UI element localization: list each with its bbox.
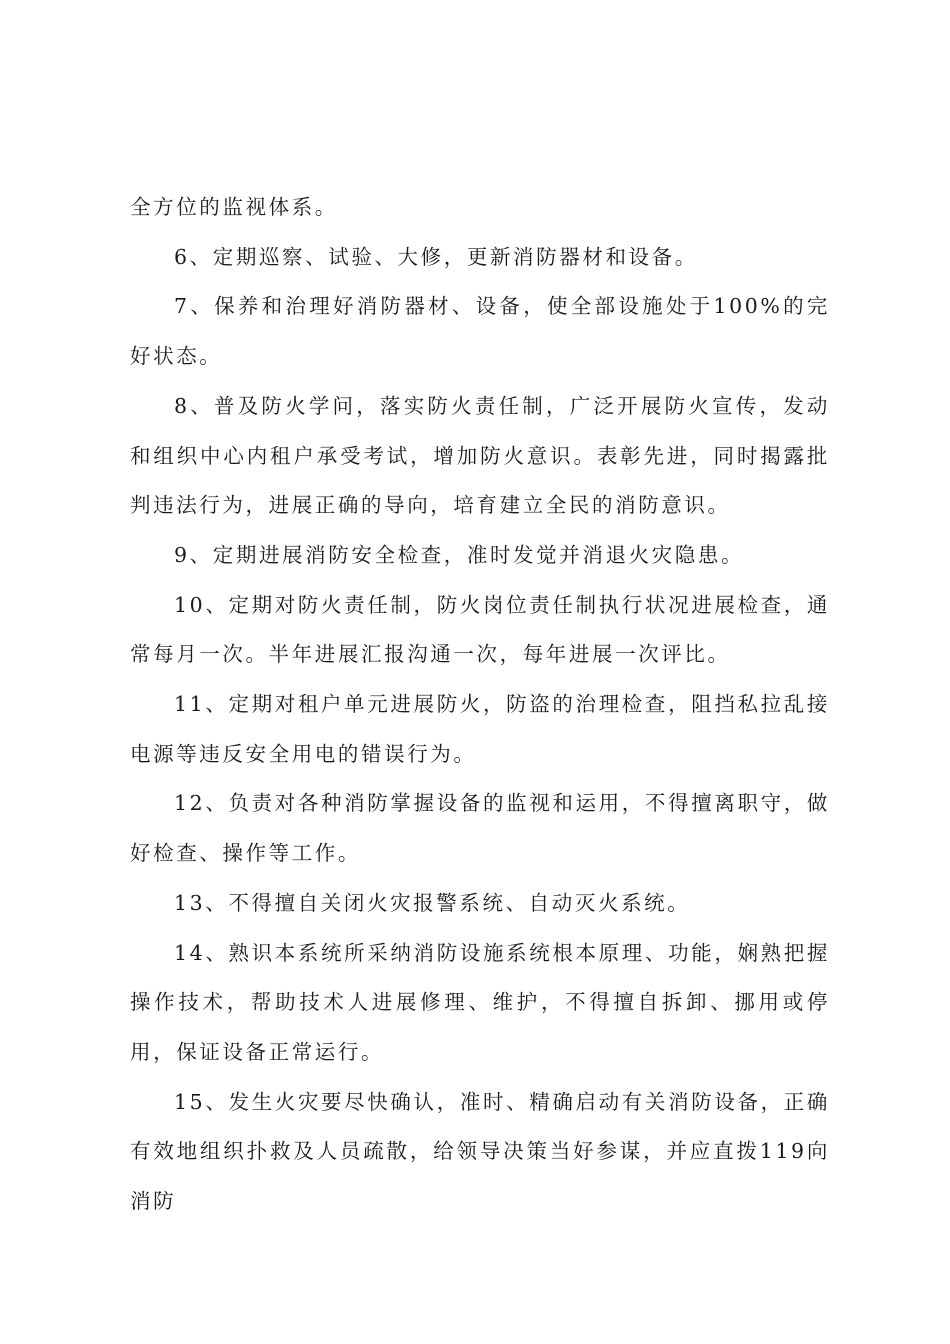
paragraph-item-15: 15、发生火灾要尽快确认，准时、精确启动有关消防设备，正确有效地组织扑救及人员疏散，给领导决策当好参谋，并应直拨119向消防: [130, 1089, 830, 1214]
paragraph-item-7: 7、保养和治理好消防器材、设备，使全部设施处于100%的完好状态。: [130, 294, 830, 369]
paragraph-continuation: 全方位的监视体系。: [130, 195, 338, 219]
paragraph-item-14: 14、熟识本系统所采纳消防设施系统根本原理、功能，娴熟把握操作技术，帮助技术人进展修理、维护，不得擅自拆卸、挪用或停用，保证设备正常运行。: [130, 940, 830, 1064]
paragraph-item-12: 12、负责对各种消防掌握设备的监视和运用，不得擅离职守，做好检查、操作等工作。: [130, 791, 830, 866]
document-body: [130, 183, 830, 1227]
paragraph-item-11: 11、定期对租户单元进展防火，防盗的治理检查，阻挡私拉乱接电源等违反安全用电的错误行为。: [130, 692, 830, 766]
paragraph-item-8: 8、普及防火学问，落实防火责任制，广泛开展防火宣传，发动和组织中心内租户承受考试，增加防火意识。表彰先进，同时揭露批判违法行为，进展正确的导向，培育建立全民的消防意识。: [130, 393, 830, 518]
paragraph-item-9: 9、定期进展消防安全检查，准时发觉并消退火灾隐患。: [174, 542, 745, 567]
paragraph-item-6: 6、定期巡察、试验、大修，更新消防器材和设备。: [174, 244, 698, 269]
paragraph-item-13: 13、不得擅自关闭火灾报警系统、自动灭火系统。: [174, 890, 691, 915]
paragraph-item-10: 10、定期对防火责任制，防火岗位责任制执行状况进展检查，通常每月一次。半年进展汇报沟通一次，每年进展一次评比。: [130, 592, 830, 667]
